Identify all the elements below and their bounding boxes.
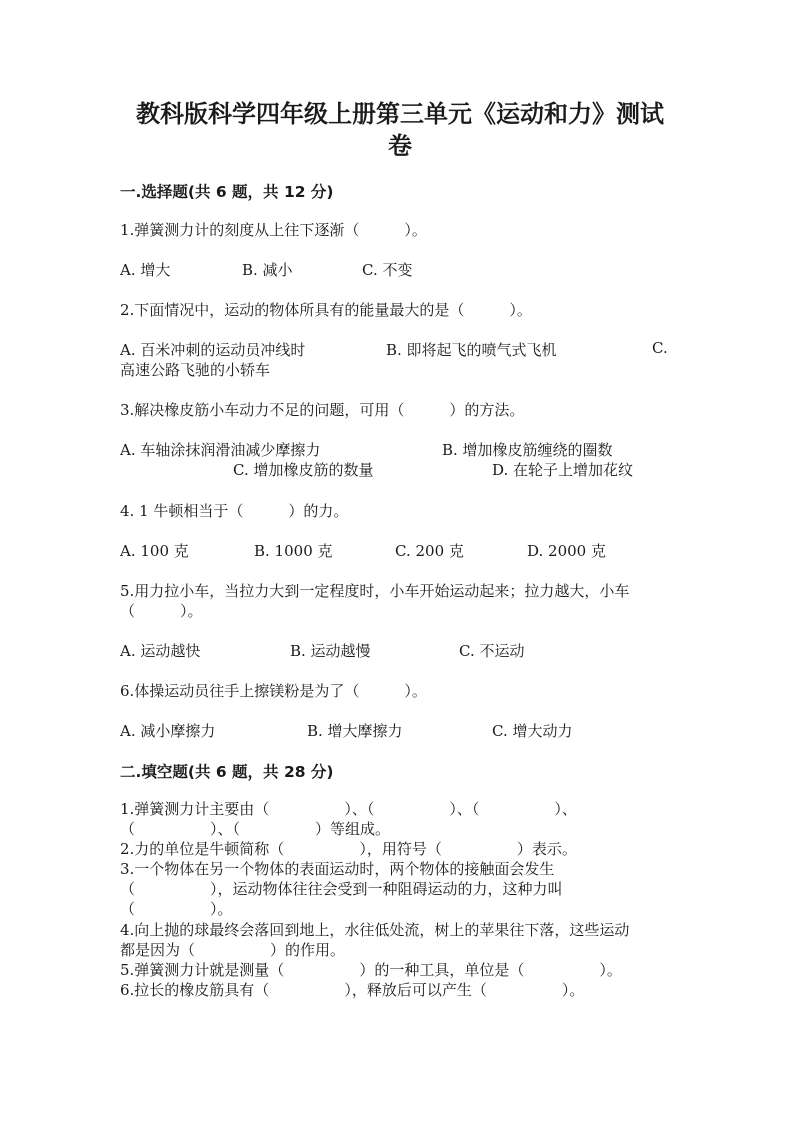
q2-option-c-text: 高速公路飞驰的小轿车 (120, 361, 271, 379)
fill-5: 5.弹簧测力计就是测量（ ）的一种工具，单位是（ ）。 (120, 961, 622, 979)
fill-3-line-1: 3.一个物体在另一个物体的表面运动时，两个物体的接触面会发生 (120, 860, 555, 878)
question-4: 4. 1 牛顿相当于（ ）的力。 (120, 502, 349, 520)
q6-option-a: A. 减小摩擦力 (120, 722, 216, 740)
fill-6: 6.拉长的橡皮筋具有（ ），释放后可以产生（ ）。 (120, 981, 585, 999)
question-5-line-2: （ ）。 (120, 602, 203, 620)
fill-1-line-1: 1.弹簧测力计主要由（ ）、（ ）、（ ）、 (120, 800, 577, 818)
question-6: 6.体操运动员往手上擦镁粉是为了（ ）。 (120, 682, 427, 700)
q5-option-a: A. 运动越快 (120, 642, 201, 660)
q3-option-d: D. 在轮子上增加花纹 (492, 461, 634, 479)
fill-3-line-3: （ ）。 (120, 900, 233, 918)
q6-option-c: C. 增大动力 (492, 722, 573, 740)
q5-option-c: C. 不运动 (459, 642, 525, 660)
q3-option-a: A. 车轴涂抹润滑油减少摩擦力 (120, 441, 321, 459)
fill-4-line-2: 都是因为（ ）的作用。 (120, 941, 346, 959)
fill-3-line-2: （ ），运动物体往往会受到一种阻碍运动的力，这种力叫 (120, 880, 563, 898)
q4-option-d: D. 2000 克 (527, 542, 606, 560)
q3-option-b: B. 增加橡皮筋缠绕的圈数 (442, 441, 613, 459)
question-3: 3.解决橡皮筋小车动力不足的问题，可用（ ）的方法。 (120, 401, 525, 419)
q4-option-b: B. 1000 克 (254, 542, 333, 560)
page-title (110, 98, 690, 162)
q2-option-b: B. 即将起飞的喷气式飞机 (386, 341, 557, 359)
q4-option-c: C. 200 克 (395, 542, 464, 560)
q4-option-a: A. 100 克 (120, 542, 189, 560)
question-1: 1.弹簧测力计的刻度从上往下逐渐（ ）。 (120, 221, 427, 239)
q2-option-c-label: C. (652, 339, 668, 357)
q1-option-b: B. 减小 (242, 261, 293, 279)
q6-option-b: B. 增大摩擦力 (307, 722, 403, 740)
fill-1-line-2: （ ）、（ ）等组成。 (120, 820, 391, 838)
title-line-1: 教科版科学四年级上册第三单元《运动和力》测试 (136, 100, 664, 128)
title-line-2: 卷 (388, 132, 412, 160)
question-5-line-1: 5.用力拉小车，当拉力大到一定程度时，小车开始运动起来；拉力越大，小车 (120, 582, 630, 600)
q3-option-c: C. 增加橡皮筋的数量 (233, 461, 374, 479)
fill-4-line-1: 4.向上抛的球最终会落回到地上，水往低处流，树上的苹果往下落，这些运动 (120, 921, 630, 939)
section-heading-choice: 一.选择题(共 6 题，共 12 分) (120, 183, 334, 201)
q1-option-a: A. 增大 (120, 261, 171, 279)
question-2: 2.下面情况中，运动的物体所具有的能量最大的是（ ）。 (120, 301, 532, 319)
q1-option-c: C. 不变 (362, 261, 413, 279)
section-heading-fill: 二.填空题(共 6 题，共 28 分) (120, 763, 334, 781)
q2-option-a: A. 百米冲刺的运动员冲线时 (120, 341, 306, 359)
fill-2: 2.力的单位是牛顿简称（ ），用符号（ ）表示。 (120, 840, 577, 858)
q5-option-b: B. 运动越慢 (290, 642, 371, 660)
